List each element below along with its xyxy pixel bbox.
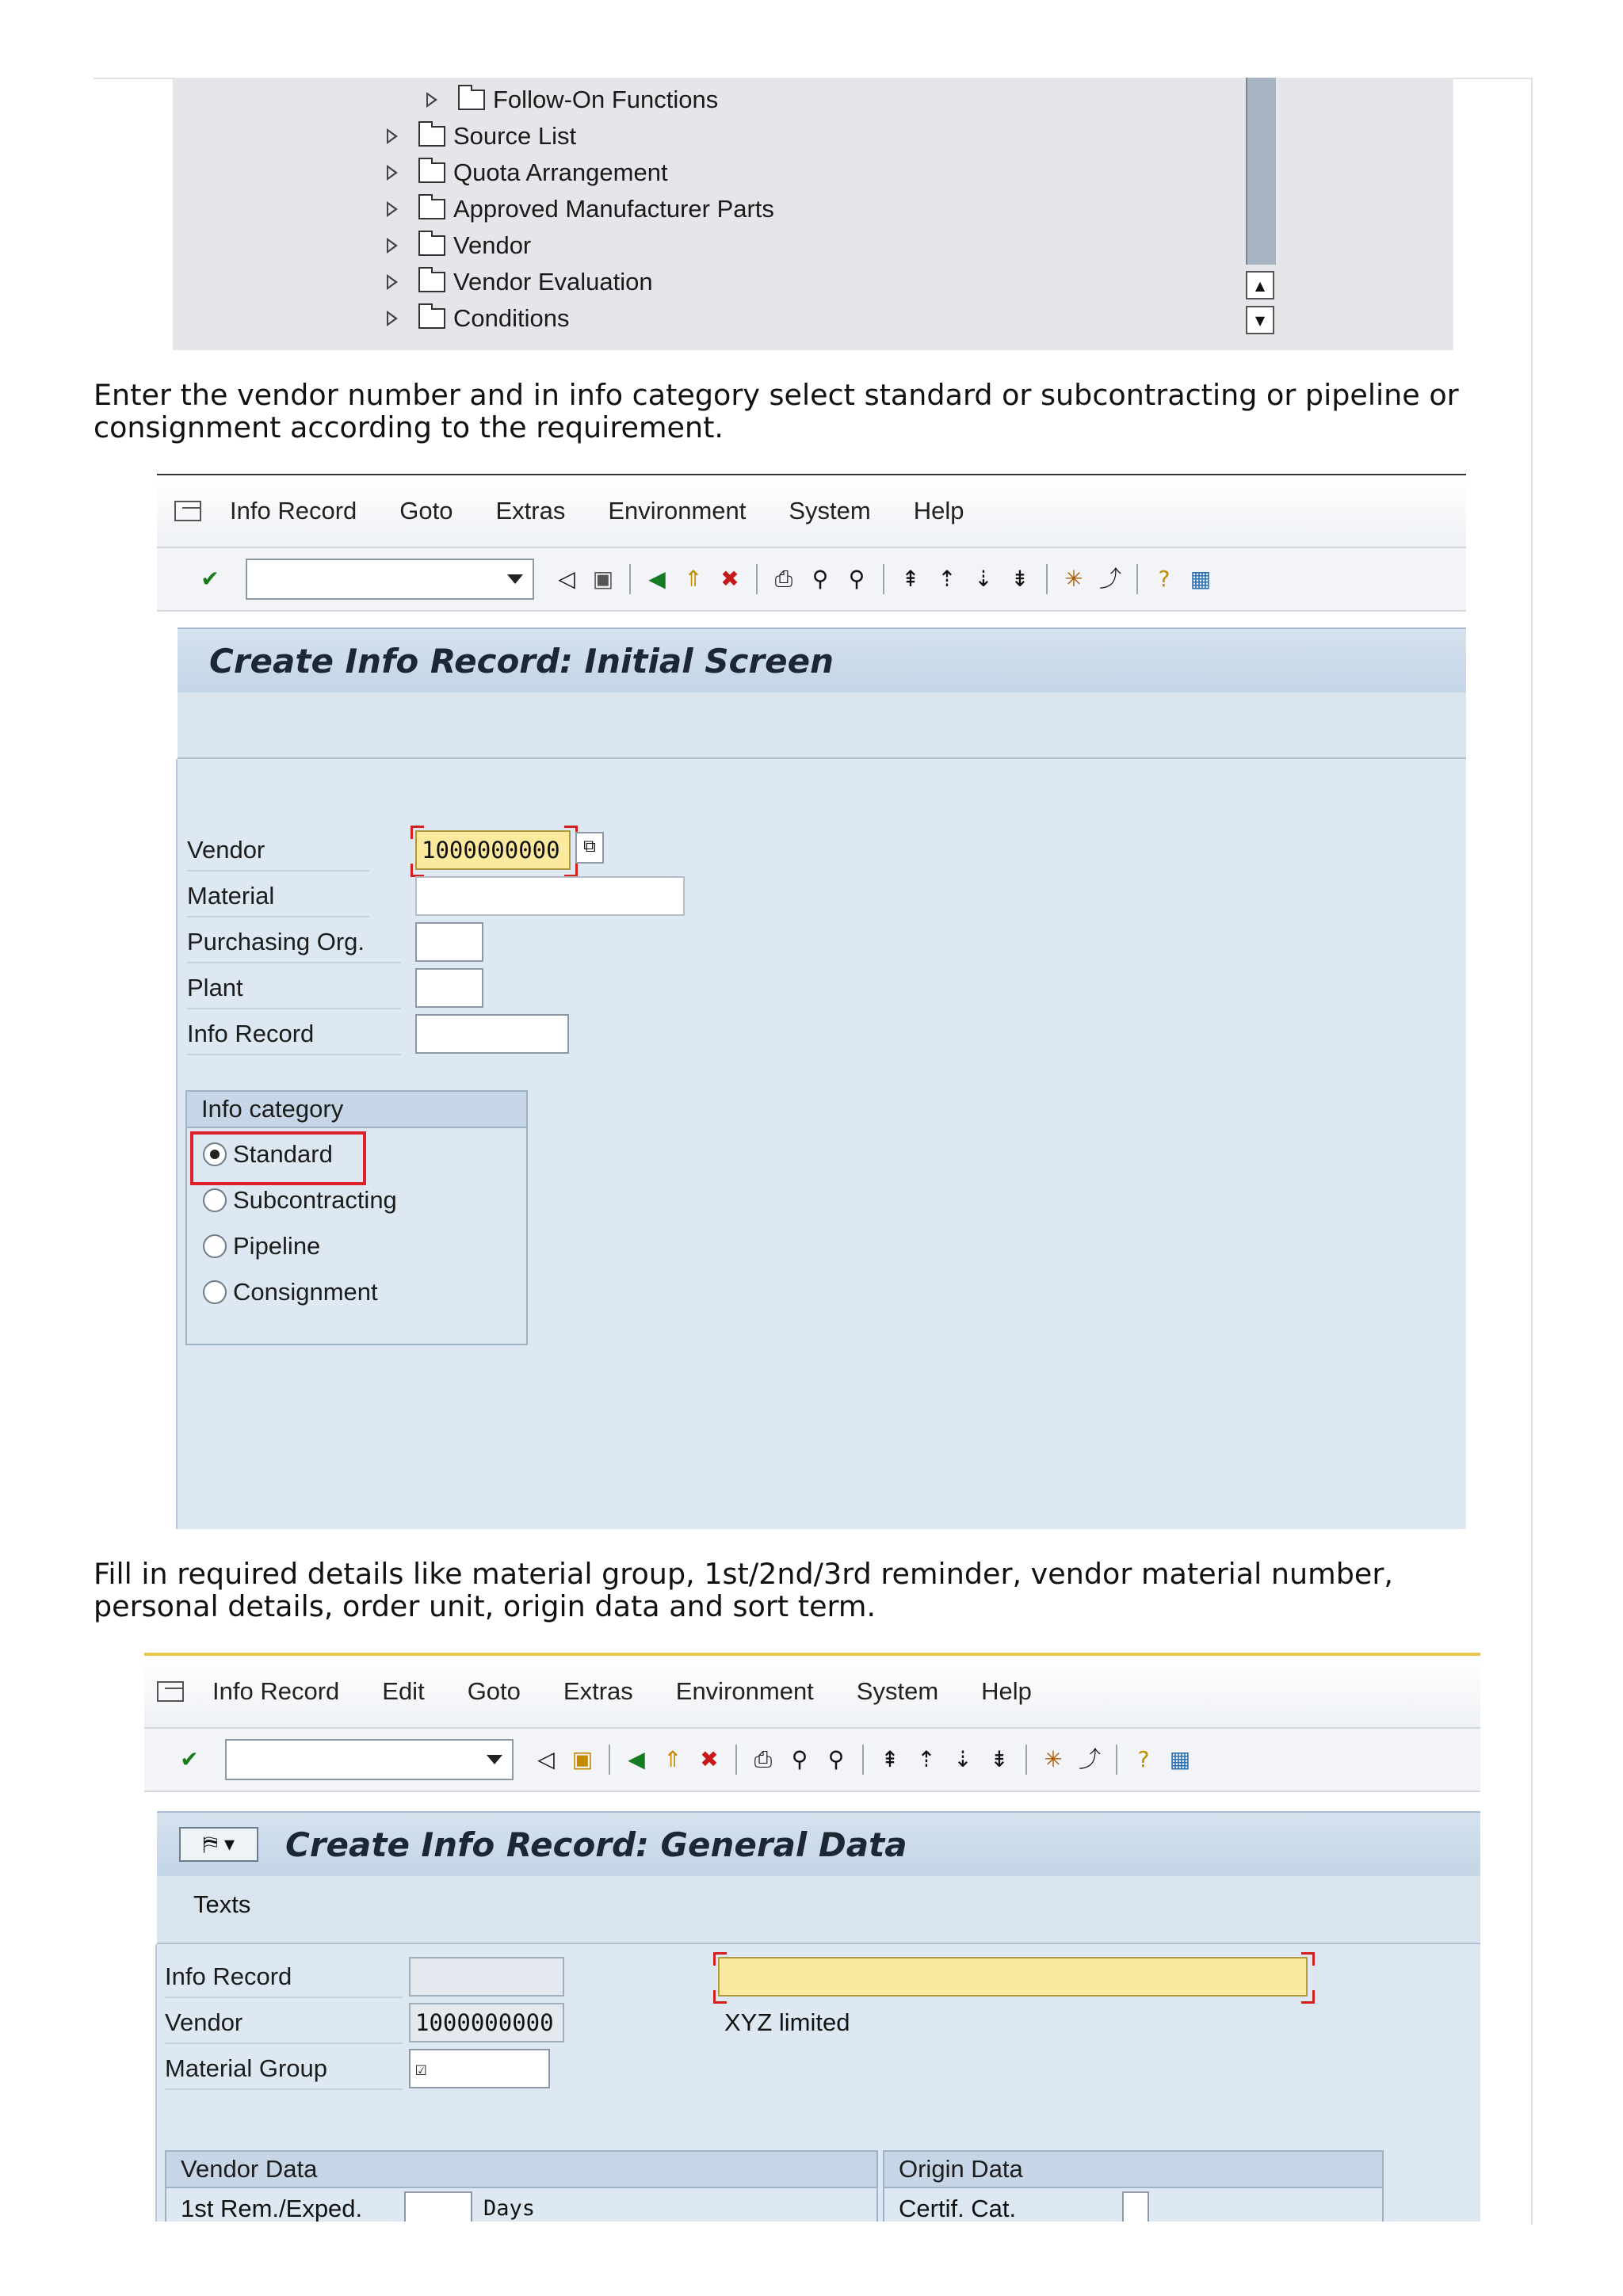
days-unit-label: Days: [483, 2196, 536, 2221]
instruction-step-2: Fill in required details like material group, 1st/2nd/3rd reminder, vendor material number, personal details, order unit, origin data and sort term.: [94, 1557, 1393, 1623]
material-group-label: Material Group: [165, 2049, 403, 2090]
purchasing-org-input[interactable]: [415, 922, 483, 962]
next-page-icon[interactable]: ⇣: [974, 566, 993, 592]
folder-icon: [418, 162, 445, 183]
save-icon[interactable]: ▣: [592, 566, 614, 592]
menu-system[interactable]: System: [789, 497, 871, 524]
menu-edit[interactable]: Edit: [382, 1677, 425, 1705]
menu-icon[interactable]: [157, 1681, 184, 1702]
standard-highlight-box: [190, 1131, 366, 1185]
material-group-input[interactable]: ☑: [409, 2049, 550, 2088]
info-record-input: [409, 1957, 564, 1997]
previous-page-icon[interactable]: ⇡: [917, 1746, 936, 1772]
expand-arrow-icon[interactable]: [387, 311, 398, 326]
vendor-name-text: XYZ limited: [724, 2008, 850, 2036]
menu-system[interactable]: System: [856, 1677, 939, 1705]
menu-environment[interactable]: Environment: [608, 497, 747, 524]
menu-help[interactable]: Help: [981, 1677, 1032, 1705]
save-icon[interactable]: ▣: [571, 1746, 594, 1772]
standard-toolbar: [144, 1727, 1480, 1792]
vendor-input: 1000000000: [409, 2003, 564, 2042]
radio-icon[interactable]: [203, 1280, 227, 1304]
menu-bar: [144, 1656, 1480, 1727]
shortcut-icon[interactable]: ⤴: [1078, 1746, 1101, 1772]
layout-menu-icon[interactable]: ▦: [1169, 1746, 1191, 1772]
certif-cat-input[interactable]: [1122, 2191, 1149, 2222]
folder-icon: [418, 199, 445, 219]
expand-arrow-icon[interactable]: [387, 274, 398, 290]
info-category-title: Info category: [187, 1092, 526, 1128]
radio-icon[interactable]: [203, 1188, 227, 1212]
vendor-input[interactable]: 1000000000: [415, 830, 571, 870]
sap-window-general-data: [144, 1653, 1480, 2222]
print-icon[interactable]: ⎙: [754, 1746, 773, 1772]
menu-bar: [157, 475, 1466, 547]
page-title: Create Info Record: Initial Screen: [209, 641, 834, 681]
previous-page-icon[interactable]: ⇡: [938, 566, 957, 592]
back-triangle-icon[interactable]: ◁: [537, 1746, 555, 1772]
instruction-step-1: Enter the vendor number and in info category select standard or subcontracting or pipeline or consignment according to the requirement.: [94, 378, 1459, 444]
plant-label: Plant: [187, 968, 401, 1009]
first-page-icon[interactable]: ⇞: [901, 566, 920, 592]
command-field[interactable]: [225, 1739, 514, 1780]
first-reminder-input[interactable]: [404, 2191, 472, 2222]
menu-tree-panel: [173, 78, 1453, 350]
enter-icon[interactable]: ✔: [200, 566, 220, 592]
folder-icon: [418, 126, 445, 147]
folder-icon: [418, 308, 445, 329]
expand-arrow-icon[interactable]: [387, 165, 398, 181]
menu-info-record[interactable]: Info Record: [212, 1677, 340, 1705]
tree-item-quota-arrangement[interactable]: Quota Arrangement: [387, 155, 668, 190]
scroll-down-icon[interactable]: ▼: [1246, 306, 1274, 334]
certif-cat-label: Certif. Cat.: [899, 2195, 1017, 2222]
object-services-icon[interactable]: ⛿ ▾: [179, 1827, 258, 1862]
screen-body: [176, 759, 1466, 1529]
folder-icon: [418, 272, 445, 292]
radio-consignment[interactable]: Consignment: [203, 1272, 378, 1312]
help-icon[interactable]: ?: [1158, 566, 1170, 592]
tree-item-approved-manufacturer-parts[interactable]: Approved Manufacturer Parts: [387, 192, 774, 227]
layout-menu-icon[interactable]: ▦: [1190, 566, 1212, 592]
cancel-icon[interactable]: ✖: [700, 1746, 719, 1772]
back-triangle-icon[interactable]: ◁: [558, 566, 575, 592]
vendor-data-group: [165, 2150, 878, 2222]
menu-extras[interactable]: Extras: [563, 1677, 633, 1705]
vendor-label: Vendor: [187, 830, 369, 871]
screen-title-bar: [178, 627, 1466, 692]
back-icon[interactable]: ◀: [628, 1746, 645, 1772]
command-field[interactable]: [246, 559, 534, 600]
folder-icon: [458, 90, 485, 110]
find-next-icon[interactable]: ⚲: [827, 1746, 845, 1772]
menu-info-record[interactable]: Info Record: [230, 497, 357, 524]
screen-title-bar: [157, 1811, 1480, 1876]
exit-icon[interactable]: ⇑: [684, 566, 703, 592]
scrollbar-thumb[interactable]: [1246, 78, 1276, 265]
page-title: Create Info Record: General Data: [285, 1825, 907, 1864]
expand-arrow-icon[interactable]: [387, 238, 398, 254]
last-page-icon[interactable]: ⇟: [1010, 566, 1029, 592]
menu-environment[interactable]: Environment: [675, 1677, 814, 1705]
menu-goto[interactable]: Goto: [399, 497, 453, 524]
application-toolbar: [157, 1876, 1480, 1944]
standard-toolbar: [157, 547, 1466, 612]
radio-subcontracting[interactable]: Subcontracting: [203, 1180, 397, 1220]
origin-data-title: Origin Data: [884, 2152, 1382, 2188]
menu-icon[interactable]: [174, 501, 201, 521]
menu-goto[interactable]: Goto: [467, 1677, 521, 1705]
origin-data-group: [883, 2150, 1384, 2222]
expand-arrow-icon[interactable]: [426, 92, 437, 108]
texts-button[interactable]: Texts: [193, 1890, 251, 1918]
plant-input[interactable]: [415, 968, 483, 1008]
expand-arrow-icon[interactable]: [387, 128, 398, 144]
tree-item-vendor-evaluation[interactable]: Vendor Evaluation: [387, 265, 653, 299]
info-record-description-input[interactable]: [718, 1957, 1308, 1997]
exit-icon[interactable]: ⇑: [663, 1746, 682, 1772]
radio-icon[interactable]: [203, 1234, 227, 1258]
material-input[interactable]: [415, 876, 685, 916]
application-toolbar: [178, 692, 1466, 759]
scroll-up-icon[interactable]: ▲: [1246, 271, 1274, 299]
folder-icon: [418, 235, 445, 256]
tree-item-conditions[interactable]: Conditions: [387, 301, 569, 336]
first-reminder-label: 1st Rem./Exped.: [181, 2195, 363, 2222]
last-page-icon[interactable]: ⇟: [990, 1746, 1009, 1772]
shortcut-icon[interactable]: ⤴: [1098, 566, 1121, 592]
next-page-icon[interactable]: ⇣: [953, 1746, 972, 1772]
vendor-data-title: Vendor Data: [166, 2152, 876, 2188]
help-icon[interactable]: ?: [1137, 1746, 1150, 1772]
tree-item-vendor[interactable]: Vendor: [387, 228, 531, 263]
info-record-label: Info Record: [165, 1957, 403, 1998]
find-icon[interactable]: ⚲: [812, 566, 829, 592]
vendor-label: Vendor: [165, 2003, 403, 2044]
menu-help[interactable]: Help: [913, 497, 964, 524]
radio-pipeline[interactable]: Pipeline: [203, 1226, 320, 1266]
material-label: Material: [187, 876, 369, 917]
screen-body: [155, 1944, 1480, 2222]
purchasing-org-label: Purchasing Org.: [187, 922, 401, 963]
first-page-icon[interactable]: ⇞: [880, 1746, 899, 1772]
find-icon[interactable]: ⚲: [791, 1746, 808, 1772]
enter-icon[interactable]: ✔: [180, 1746, 199, 1772]
search-help-icon[interactable]: ⧉: [575, 832, 604, 864]
info-record-label: Info Record: [187, 1014, 401, 1055]
radio-standard[interactable]: Standard: [203, 1135, 333, 1174]
sap-window-initial: [157, 474, 1466, 1529]
info-record-input[interactable]: [415, 1014, 569, 1054]
menu-extras[interactable]: Extras: [495, 497, 566, 524]
new-session-icon[interactable]: ✳: [1044, 1746, 1063, 1772]
info-category-group: [185, 1090, 528, 1345]
cancel-icon[interactable]: ✖: [720, 566, 739, 592]
expand-arrow-icon[interactable]: [387, 201, 398, 217]
find-next-icon[interactable]: ⚲: [848, 566, 865, 592]
tree-item-follow-on-functions[interactable]: Follow-On Functions: [426, 82, 718, 117]
back-icon[interactable]: ◀: [648, 566, 666, 592]
new-session-icon[interactable]: ✳: [1064, 566, 1083, 592]
tree-item-source-list[interactable]: Source List: [387, 119, 576, 154]
print-icon[interactable]: ⎙: [774, 566, 793, 592]
